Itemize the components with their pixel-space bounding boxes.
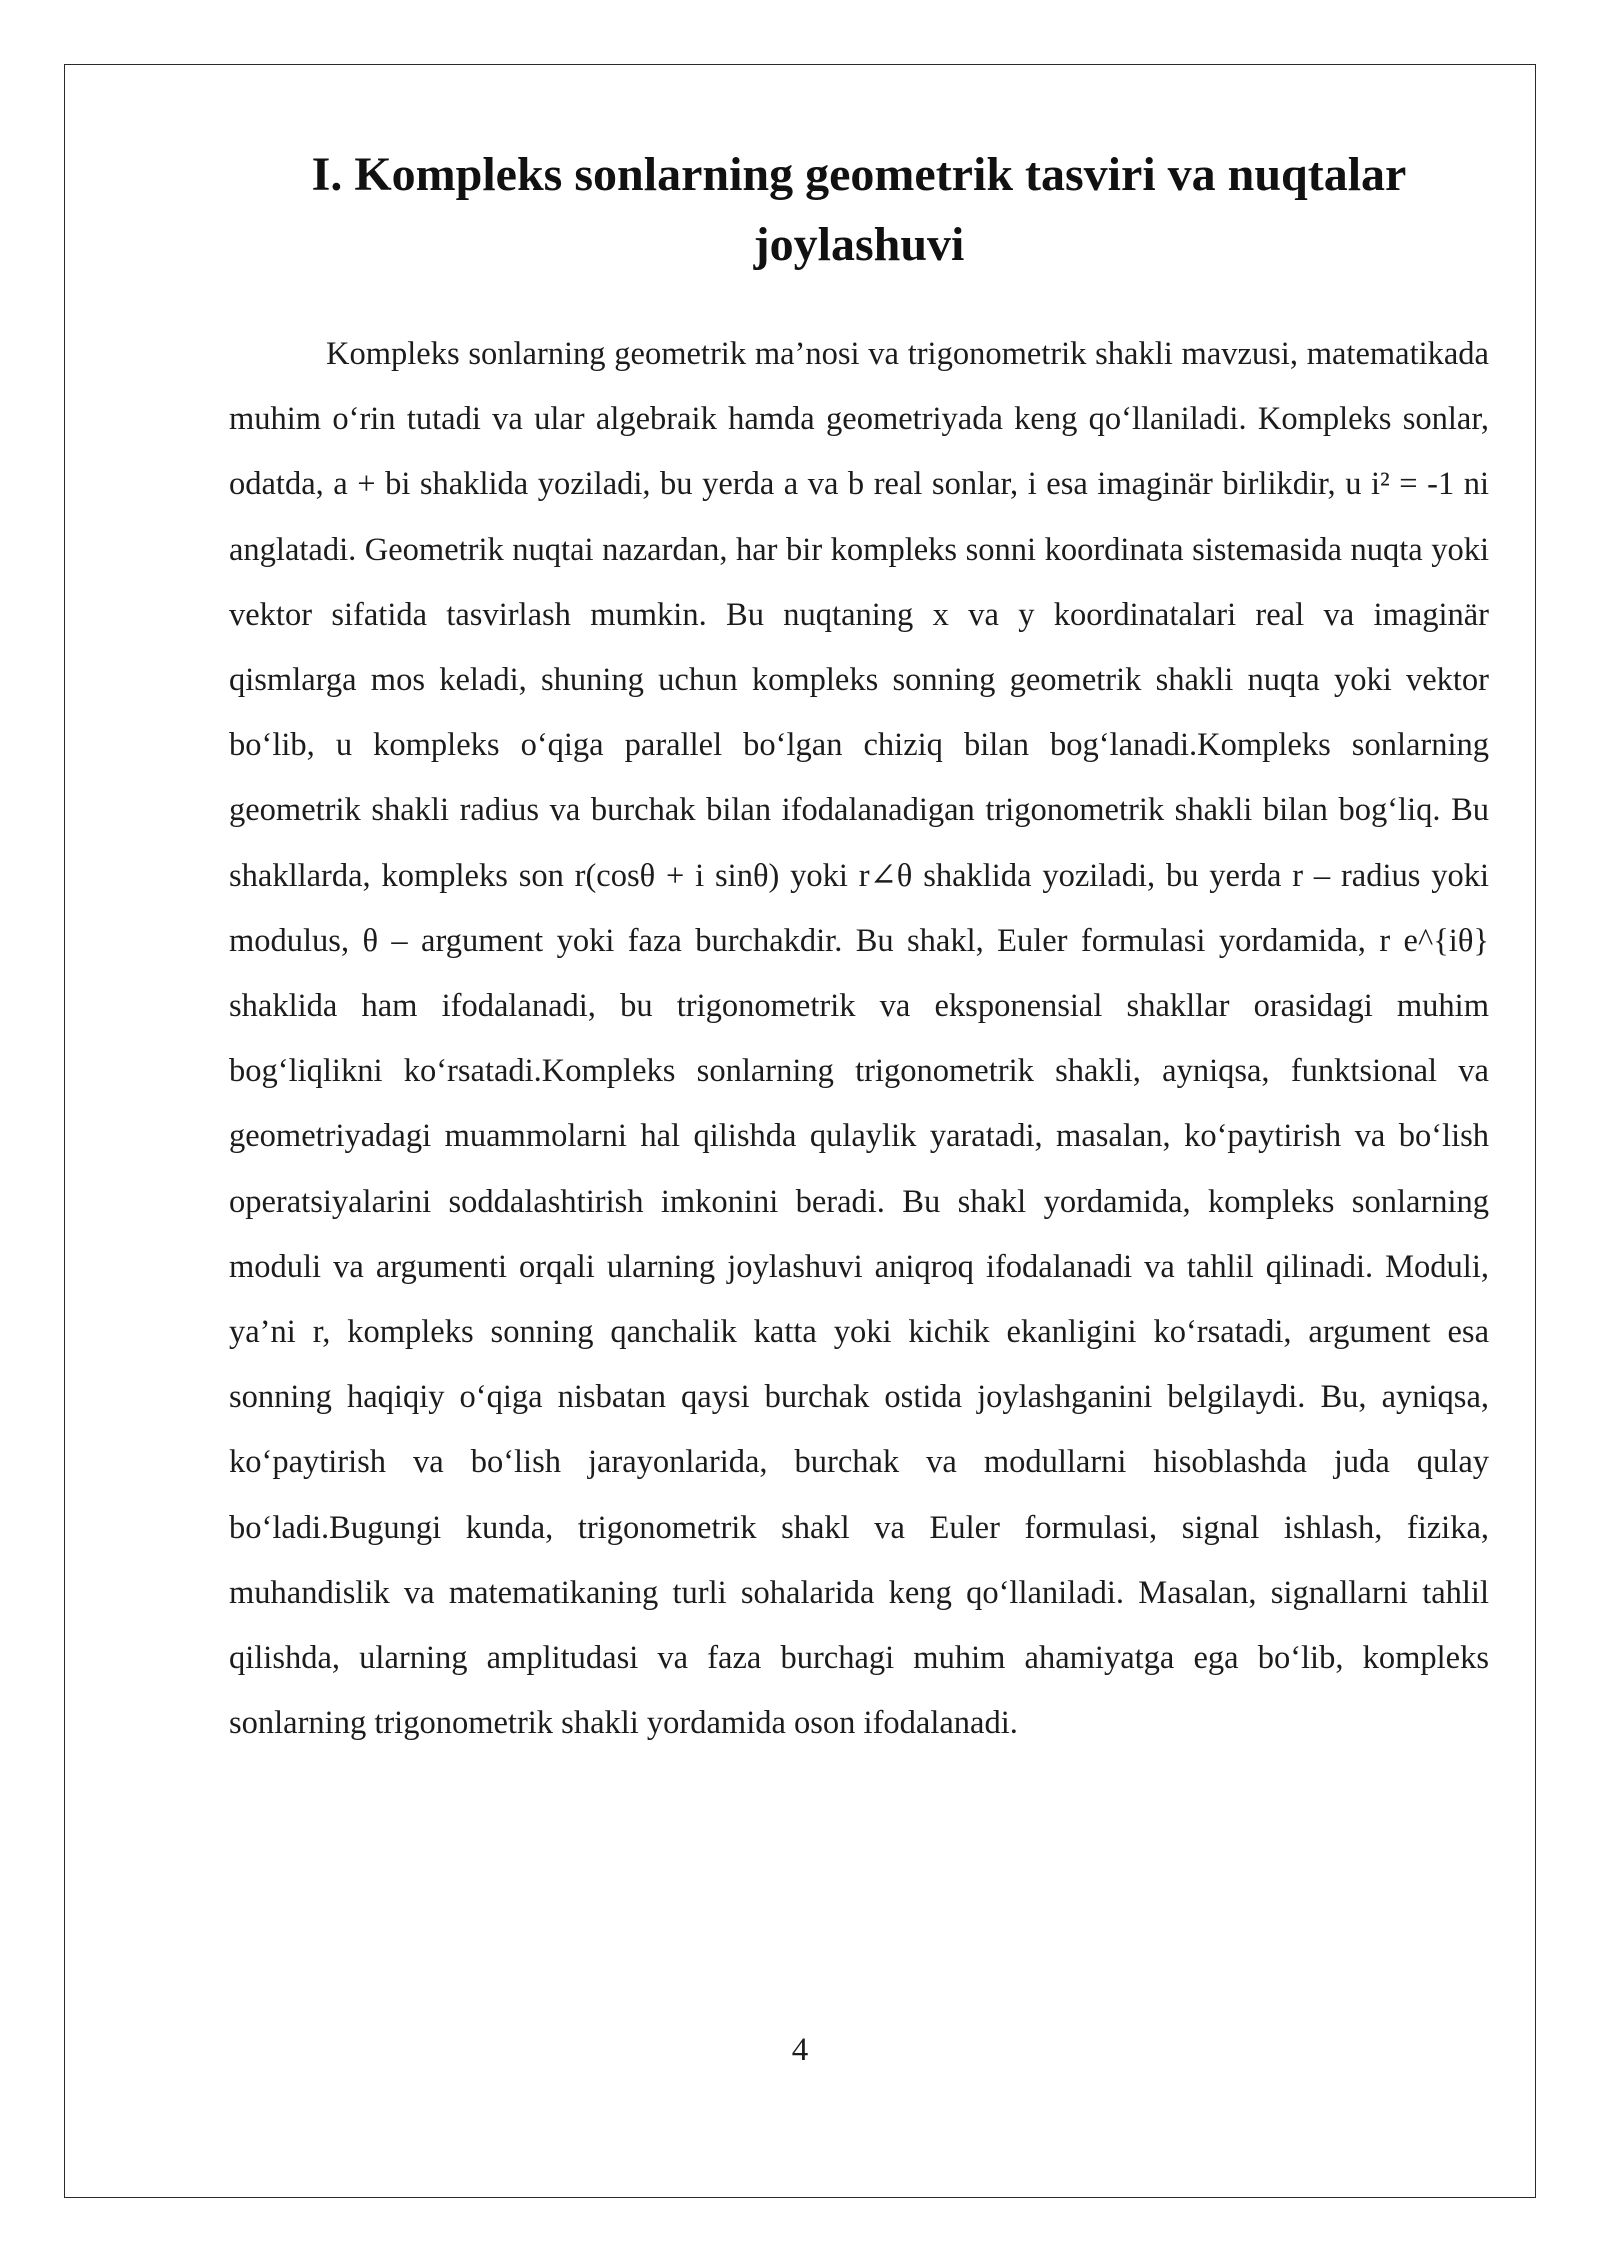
body-paragraph: Kompleks sonlarning geometrik ma’nosi va trigonometrik shakli mavzusi, matematikada muhim o‘rin tutadi va ular algebraik hamda geometriyada keng qo‘llaniladi. Kompleks sonlar, odatda, a + bi shaklida yoziladi, bu yerda a va b real sonlar, i esa imaginär birlikdir, u i² = -1 ni anglatadi. Geometrik nuqtai nazardan, har bir kompleks sonni koordinata sistemasida nuqta yoki vektor sifatida tasvirlash mumkin. Bu nuqtaning x va y koordinatalari real va imaginär qismlarga mos keladi, shuning uchun kompleks sonning geometrik shakli nuqta yoki vektor bo‘lib, u kompleks o‘qiga parallel bo‘lgan chiziq bilan bog‘lanadi.Kompleks sonlarning geometrik shakli radius va burchak bilan ifodalanadigan trigonometrik shakli bilan bog‘liq. Bu shakllarda, kompleks son r(cosθ + i sinθ) yoki r∠θ shaklida yoziladi, bu yerda r – radius yoki modulus, θ – argument yoki faza burchakdir. Bu shakl, Euler formulasi yordamida, r e^{iθ} shaklida ham ifodalanadi, bu trigonometrik va eksponensial shakllar orasidagi muhim bog‘liqlikni ko‘rsatadi.Kompleks sonlarning trigonometrik shakli, ayniqsa, funktsional va geometriyadagi muammolarni hal qilishda qulaylik yaratadi, masalan, ko‘paytirish va bo‘lish operatsiyalarini soddalashtirish imkonini beradi. Bu shakl yordamida, kompleks sonlarning moduli va argumenti orqali ularning joylashuvi aniqroq ifodalanadi va tahlil qilinadi. Moduli, ya’ni r, kompleks sonning qanchalik katta yoki kichik ekanligini ko‘rsatadi, argument esa sonning haqiqiy o‘qiga nisbatan qaysi burchak ostida joylashganini belgilaydi. Bu, ayniqsa, ko‘paytirish va bo‘lish jarayonlarida, burchak va modullarni hisoblashda juda qulay bo‘ladi.Bugungi kunda, trigonometrik shakl va Euler formulasi, signal ishlash, fizika, muhandislik va matematikaning turli sohalarida keng qo‘llaniladi. Masalan, signallarni tahlil qilishda, ularning amplitudasi va faza burchagi muhim ahamiyatga ega bo‘lib, kompleks sonlarning trigonometrik shakli yordamida oson ifodalanadi. (229, 336, 1489, 1742)
page-number: 4 (791, 2032, 809, 2068)
page-content (229, 140, 1489, 1756)
section-title: I. Kompleks sonlarning geometrik tasviri va nuqtalar joylashuvi (311, 148, 1407, 271)
